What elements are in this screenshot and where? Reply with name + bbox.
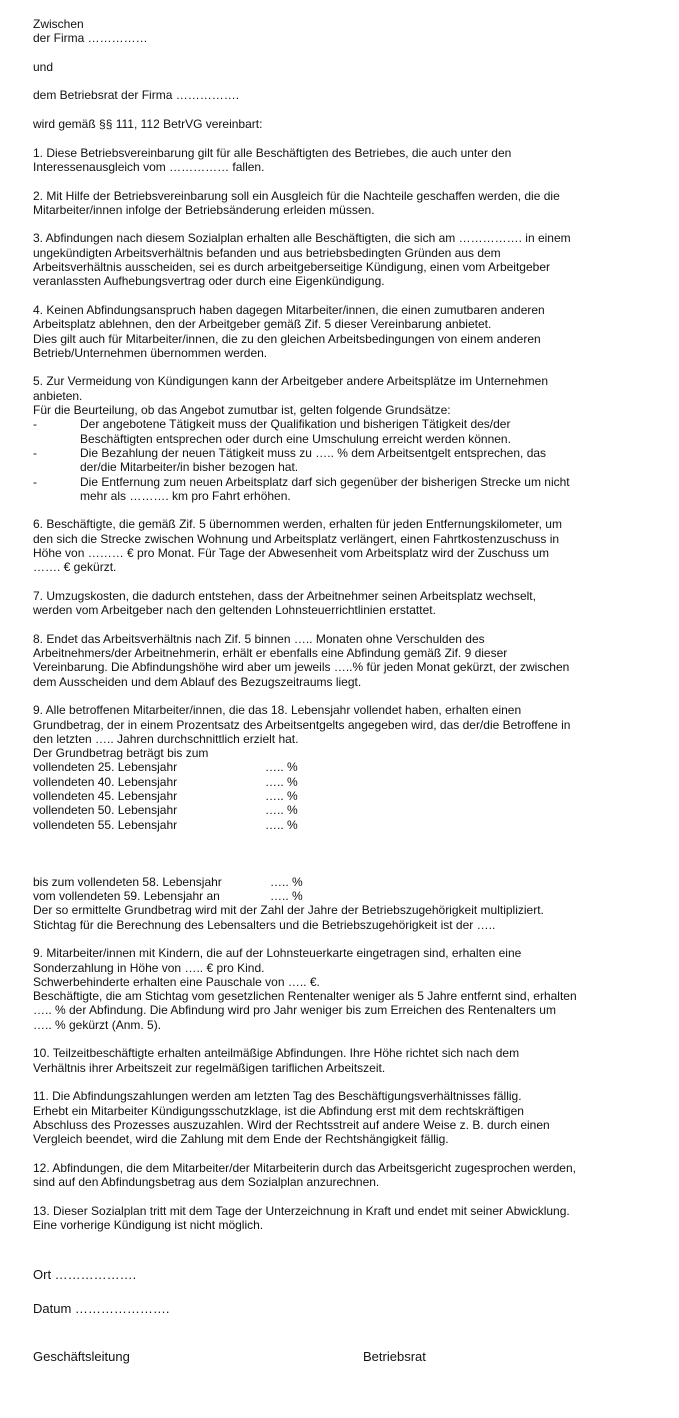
age-rate-row <box>33 875 653 889</box>
section-9-line: Grundbetrag, der in einem Prozentsatz des Arbeitsentgelts angegeben wird, das der/die Betroffene in <box>33 717 571 732</box>
section-2 <box>33 189 653 218</box>
age-percent: ….. % <box>265 803 298 818</box>
age-percent: ….. % <box>265 789 298 804</box>
section-3-line: veranlassten Aufhebungsvertrag oder durch eine Eigenkündigung. <box>33 274 385 289</box>
section-3-line: Arbeitsverhältnis ausscheiden, sei es durch arbeitgeberseitige Kündigung, einen vom Arbeitgeber <box>33 260 550 275</box>
section-5-line: anbieten. <box>33 388 83 403</box>
section-11-line: Erhebt ein Mitarbeiter Kündigungsschutzklage, ist die Abfindung erst mit dem rechtskräftigen <box>33 1103 524 1118</box>
section-9 <box>33 703 653 932</box>
header-between: Zwischen <box>33 17 84 31</box>
section-4-line: Betrieb/Unternehmen übernommen werden. <box>33 345 268 360</box>
signature-block <box>33 1268 653 1364</box>
section-9-line: Der Grundbetrag beträgt bis zum <box>33 746 209 761</box>
age-rate-row <box>33 803 653 817</box>
section-6-line: 6. Beschäftigte, die gemäß Zif. 5 übernommen werden, erhalten für jeden Entfernungskilometer, um <box>33 517 562 532</box>
section-6-line: den sich die Strecke zwischen Wohnung und Arbeitsplatz verlängert, einen Fahrtkostenzuschuss in <box>33 531 560 546</box>
criteria-bullet <box>33 417 653 446</box>
age-label: vollendeten 40. Lebensjahr <box>33 774 178 789</box>
bullet-line: Die Entfernung zum neuen Arbeitsplatz darf sich gegenüber der bisherigen Strecke um nicht <box>80 474 570 489</box>
section-11-line: 11. Die Abfindungszahlungen werden am letzten Tag des Beschäftigungsverhältnisses fällig. <box>33 1089 522 1104</box>
criteria-bullet <box>33 475 653 504</box>
section-3-line: ungekündigten Arbeitsverhältnis befanden und aus betriebsbedingten Gründen aus dem <box>33 245 501 260</box>
section-11-line: Abschluss des Prozesses auszuzahlen. Wird der Rechtsstreit auf andere Weise z. B. durch einen <box>33 1117 550 1132</box>
section-9-line: den letzten ….. Jahren durchschnittlich erzielt hat. <box>33 731 299 746</box>
section-4-line: Dies gilt auch für Mitarbeiter/innen, die zu den gleichen Arbeitsbedingungen von einem anderen <box>33 331 541 346</box>
age-percent: ….. % <box>265 774 298 789</box>
section-13-line: Eine vorherige Kündigung ist nicht möglich. <box>33 1217 264 1232</box>
age-rate-row <box>33 818 653 832</box>
section-6-line: ……. € gekürzt. <box>33 560 117 575</box>
section-10 <box>33 1046 653 1075</box>
section-8-line: dem Ausscheiden und dem Ablauf des Bezugszeitraums liegt. <box>33 674 362 689</box>
section-6 <box>33 517 653 574</box>
section-12-line: sind auf den Abfindungsbetrag aus dem Sozialplan anzurechnen. <box>33 1175 380 1190</box>
section-10-line: Verhältnis ihrer Arbeitszeit zur regelmäßigen tariflichen Arbeitszeit. <box>33 1060 386 1075</box>
section-10-line: 10. Teilzeitbeschäftigte erhalten anteilmäßige Abfindungen. Ihre Höhe richtet sich nach dem <box>33 1046 520 1061</box>
bullet-dash: - <box>33 417 37 432</box>
section-5 <box>33 374 653 503</box>
header-works-council: dem Betriebsrat der Firma ……………. <box>33 88 240 103</box>
header-agreed: wird gemäß §§ 111, 112 BetrVG vereinbart: <box>33 117 263 132</box>
header-company: der Firma …………… <box>33 31 148 46</box>
section-13 <box>33 1204 653 1233</box>
age-label: bis zum vollendeten 58. Lebensjahr <box>33 874 222 889</box>
section-1 <box>33 146 653 175</box>
age-rate-row <box>33 775 653 789</box>
section-8-line: 8. Endet das Arbeitsverhältnis nach Zif. 5 binnen ….. Monaten ohne Verschulden des <box>33 631 485 646</box>
section-2-line: Mitarbeiter/innen infolge der Betriebsänderung erleiden müssen. <box>33 202 375 217</box>
bullet-dash: - <box>33 445 37 460</box>
bullet-dash: - <box>33 474 37 489</box>
section-7-line: 7. Umzugskosten, die dadurch entstehen, dass der Arbeitnehmer seinen Arbeitsplatz wechselt, <box>33 588 536 603</box>
section-3-line: 3. Abfindungen nach diesem Sozialplan erhalten alle Beschäftigten, die sich am ……………. in einem <box>33 231 571 246</box>
age-label: vollendeten 25. Lebensjahr <box>33 760 178 775</box>
bullet-line: Der angebotene Tätigkeit muss der Qualifikation und bisherigen Tätigkeit des/der <box>80 417 511 432</box>
section-8-line: Vereinbarung. Die Abfindungshöhe wird aber um jeweils …..% für jeden Monat gekürzt, der zwischen <box>33 660 570 675</box>
section-9b-line: ….. % gekürzt (Anm. 5). <box>33 1017 162 1032</box>
section-7-line: werden vom Arbeitgeber nach den geltenden Lohnsteuerrichtlinien erstattet. <box>33 603 436 618</box>
place-field: Ort ………………. <box>33 1267 137 1283</box>
bullet-line: Die Bezahlung der neuen Tätigkeit muss zu ….. % dem Arbeitsentgelt entsprechen, das <box>80 445 547 460</box>
section-9b-line: 9. Mitarbeiter/innen mit Kindern, die auf der Lohnsteuerkarte eingetragen sind, erhalten eine <box>33 946 522 961</box>
section-1-line: 1. Diese Betriebsvereinbarung gilt für alle Beschäftigten des Betriebes, die auch unter den <box>33 145 512 160</box>
section-3 <box>33 231 653 288</box>
section-1-line: Interessenausgleich vom …………… fallen. <box>33 159 265 174</box>
document-page <box>33 17 653 1364</box>
section-11 <box>33 1089 653 1146</box>
section-2-line: 2. Mit Hilfe der Betriebsvereinbarung soll ein Ausgleich für die Nachteile geschaffen werden, die die <box>33 188 560 203</box>
criteria-bullet <box>33 446 653 475</box>
age-rate-row <box>33 760 653 774</box>
signature-row <box>33 1350 653 1364</box>
section-12-line: 12. Abfindungen, die dem Mitarbeiter/der Mitarbeiterin durch das Arbeitsgericht zugesprochen werden, <box>33 1160 576 1175</box>
section-9-line: Stichtag für die Berechnung des Lebensalters und die Betriebszugehörigkeit ist der ….. <box>33 917 496 932</box>
section-9b <box>33 946 653 1032</box>
section-11-line: Vergleich beendet, wird die Zahlung mit dem Ende der Rechtshängigkeit fällig. <box>33 1132 449 1147</box>
date-field: Datum …………………. <box>33 1300 170 1316</box>
section-4-line: Arbeitsplatz ablehnen, den der Arbeitgeber gemäß Zif. 5 dieser Vereinbarung anbietet. <box>33 317 492 332</box>
section-13-line: 13. Dieser Sozialplan tritt mit dem Tage der Unterzeichnung in Kraft und endet mit seiner Abwicklung. <box>33 1203 570 1218</box>
age-rate-row <box>33 789 653 803</box>
age-percent: ….. % <box>270 889 303 904</box>
section-4-line: 4. Keinen Abfindungsanspruch haben dagegen Mitarbeiter/innen, die einen zumutbaren anderen <box>33 302 545 317</box>
section-9b-line: Beschäftigte, die am Stichtag vom gesetzlichen Rentenalter weniger als 5 Jahre entfernt sind, erhalten <box>33 989 577 1004</box>
age-rate-row <box>33 889 653 903</box>
section-12 <box>33 1161 653 1190</box>
age-label: vollendeten 55. Lebensjahr <box>33 817 178 832</box>
age-percent: ….. % <box>270 874 303 889</box>
age-label: vollendeten 45. Lebensjahr <box>33 789 178 804</box>
bullet-line: Beschäftigten entsprechen oder durch eine Umschulung erreicht werden können. <box>80 431 511 446</box>
section-9b-line: ….. % der Abfindung. Die Abfindung wird pro Jahr weniger bis zum Erreichen des Rentenalters um <box>33 1003 556 1018</box>
section-8 <box>33 632 653 689</box>
age-percent: ….. % <box>265 817 298 832</box>
section-9b-line: Sonderzahlung in Höhe von ….. € pro Kind. <box>33 960 265 975</box>
section-9-line: Der so ermittelte Grundbetrag wird mit der Zahl der Jahre der Betriebszugehörigkeit multipliziert. <box>33 903 544 918</box>
age-label: vom vollendeten 59. Lebensjahr an <box>33 889 220 904</box>
section-5-line: 5. Zur Vermeidung von Kündigungen kann der Arbeitgeber andere Arbeitsplätze im Unternehmen <box>33 374 548 389</box>
section-4 <box>33 303 653 360</box>
signature-works-council: Betriebsrat <box>363 1348 426 1364</box>
section-8-line: Arbeitnehmers/der Arbeitnehmerin, erhält er ebenfalls eine Abfindung gemäß Zif. 9 dieser <box>33 646 508 661</box>
parties-block <box>33 17 653 131</box>
header-and: und <box>33 59 54 74</box>
section-6-line: Höhe von ……… € pro Monat. Für Tage der Abwesenheit vom Arbeitsplatz wird der Zuschuss um <box>33 545 550 560</box>
signature-management: Geschäftsleitung <box>33 1348 130 1364</box>
section-7 <box>33 589 653 618</box>
age-label: vollendeten 50. Lebensjahr <box>33 803 178 818</box>
section-9-line: 9. Alle betroffenen Mitarbeiter/innen, die das 18. Lebensjahr vollendet haben, erhalten einen <box>33 703 522 718</box>
bullet-line: mehr als ………. km pro Fahrt erhöhen. <box>80 488 291 503</box>
section-5-line: Für die Beurteilung, ob das Angebot zumutbar ist, gelten folgende Grundsätze: <box>33 403 451 418</box>
section-9b-line: Schwerbehinderte erhalten eine Pauschale von ….. €. <box>33 974 320 989</box>
bullet-line: der/die Mitarbeiter/in bisher bezogen hat. <box>80 460 299 475</box>
age-percent: ….. % <box>265 760 298 775</box>
